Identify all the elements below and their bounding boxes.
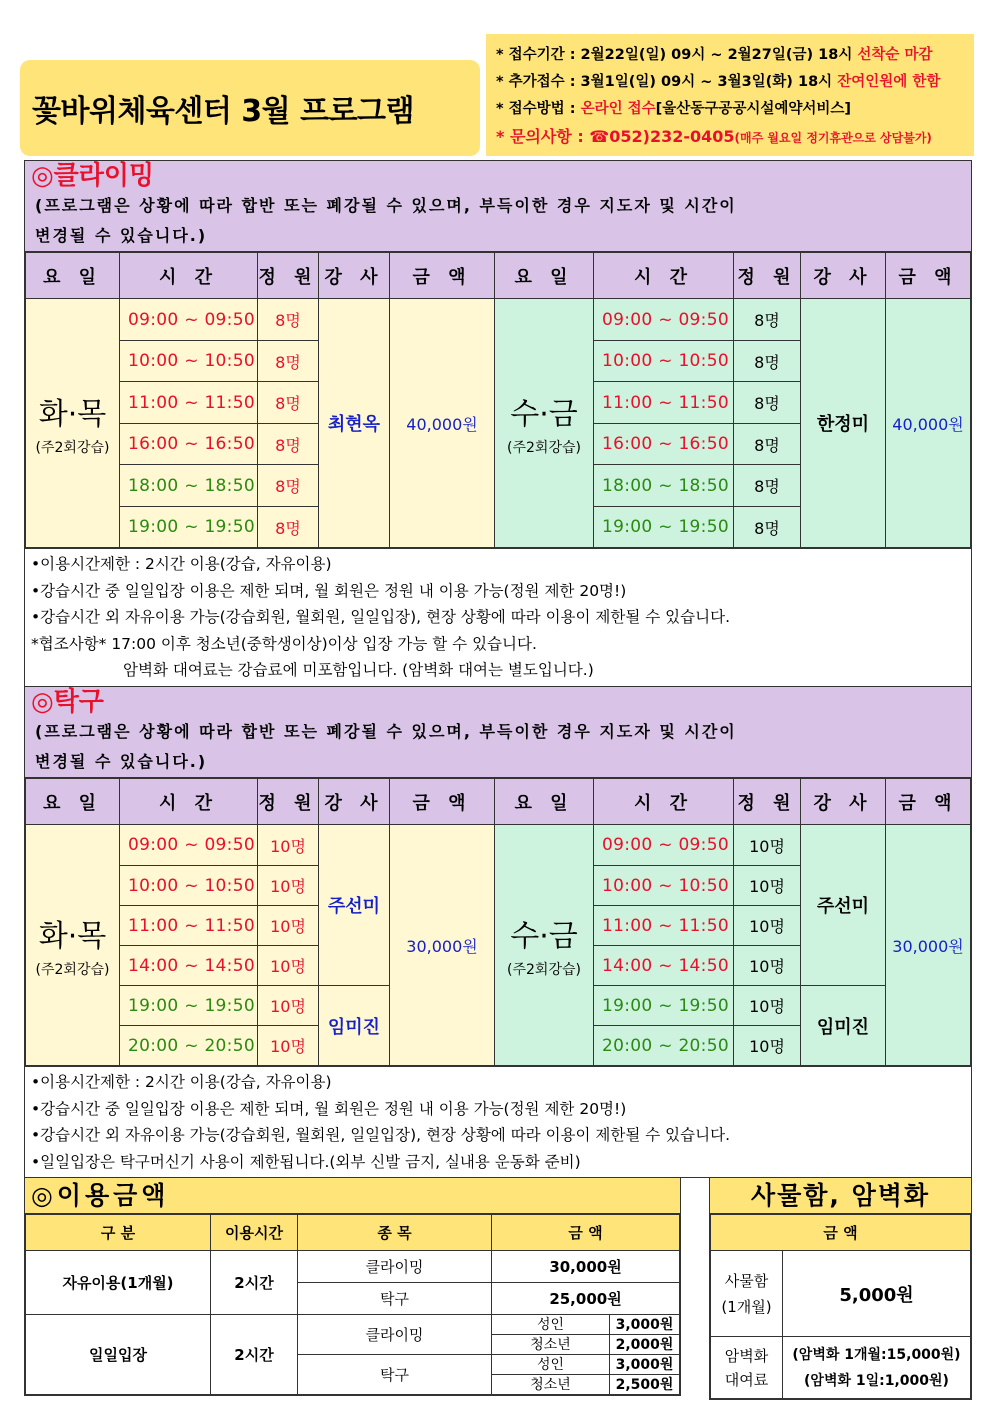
price: 40,000원 — [886, 299, 971, 548]
fee-item: 탁구 — [298, 1283, 492, 1315]
time-slot: 09:00 ~ 09:50 — [594, 299, 734, 341]
time-slot: 16:00 ~ 16:50 — [120, 424, 258, 465]
col-cap: 정 원 — [734, 253, 801, 299]
info-label: * 추가접수 : 3월1일(일) 09시 ~ 3월3일(화) 18시 — [496, 74, 838, 90]
time-slot: 11:00 ~ 11:50 — [594, 382, 734, 424]
time-slot: 09:00 ~ 09:50 — [120, 299, 258, 341]
capacity: 10명 — [258, 986, 319, 1026]
info-label: * 접수기간 : 2월22일(일) 09시 ~ 2월27일(금) 18시 — [496, 47, 858, 63]
info-tail: [울산동구공공시설예약서비스] — [655, 101, 852, 117]
pingpong-table — [25, 778, 971, 1066]
note-line: *협조사항* 17:00 이후 청소년(중학생이상)이상 입장 가능 할 수 있습니다. — [31, 634, 537, 653]
col-day: 요 일 — [495, 779, 594, 825]
capacity: 10명 — [734, 906, 801, 946]
capacity: 8명 — [258, 424, 319, 465]
col-day: 요 일 — [26, 253, 120, 299]
pingpong-section — [24, 686, 972, 1178]
col-cap: 정 원 — [734, 779, 801, 825]
capacity: 8명 — [734, 341, 801, 382]
age-group: 성인 — [492, 1315, 610, 1335]
shoe-label: 암벽화 대여료 — [711, 1337, 783, 1399]
fee-col-category: 구 분 — [26, 1215, 211, 1251]
locker-label: 사물함 (1개월) — [711, 1251, 783, 1337]
climbing-notes — [25, 548, 971, 686]
col-price: 금 액 — [390, 253, 495, 299]
locker-table — [710, 1214, 971, 1399]
fee-col-item: 종 목 — [298, 1215, 492, 1251]
info-line — [496, 69, 964, 96]
info-highlight: 온라인 접수 — [580, 101, 656, 117]
teacher: 한정미 — [801, 299, 886, 548]
time-slot: 18:00 ~ 18:50 — [120, 465, 258, 507]
capacity: 8명 — [258, 465, 319, 507]
fee-item: 탁구 — [298, 1355, 492, 1395]
capacity: 8명 — [734, 299, 801, 341]
capacity: 10명 — [734, 946, 801, 986]
time-slot: 19:00 ~ 19:50 — [594, 986, 734, 1026]
price: 30,000원 — [390, 825, 495, 1066]
pingpong-title: ◎탁구 — [31, 687, 104, 717]
info-label: * 접수방법 : — [496, 101, 581, 117]
fee-price: 2,500원 — [610, 1375, 680, 1395]
note-line: •강습시간 외 자유이용 가능(강습회원, 월회원, 일일입장), 현장 상황에 따라 이용이 제한될 수 있습니다. — [31, 1126, 730, 1144]
col-price: 금 액 — [390, 779, 495, 825]
col-time: 시 간 — [120, 253, 258, 299]
fee-price: 2,000원 — [610, 1335, 680, 1355]
climbing-table — [25, 252, 971, 548]
pingpong-note: (프로그램은 상황에 따라 합반 또는 폐강될 수 있으며, 부득이한 경우 지도자 및 시간이 변경될 수 있습니다.) — [35, 722, 737, 771]
capacity: 8명 — [734, 465, 801, 507]
climbing-section — [24, 160, 972, 687]
col-teacher: 강 사 — [319, 779, 390, 825]
col-day: 요 일 — [495, 253, 594, 299]
col-price: 금 액 — [886, 253, 971, 299]
locker-section — [709, 1177, 972, 1400]
fee-item: 클라이밍 — [298, 1251, 492, 1283]
day-cell: 수·금 (주2회강습) — [495, 825, 594, 1066]
capacity: 8명 — [734, 382, 801, 424]
age-group: 청소년 — [492, 1375, 610, 1395]
capacity: 10명 — [734, 1026, 801, 1066]
climbing-title: ◎클라이밍 — [31, 161, 155, 191]
capacity: 10명 — [258, 866, 319, 906]
day-cell: 화·목 (주2회강습) — [26, 825, 120, 1066]
col-teacher: 강 사 — [801, 253, 886, 299]
time-slot: 11:00 ~ 11:50 — [594, 906, 734, 946]
fee-price: 3,000원 — [610, 1315, 680, 1335]
time-slot: 09:00 ~ 09:50 — [594, 825, 734, 866]
time-slot: 19:00 ~ 19:50 — [594, 507, 734, 548]
fee-category: 일일입장 — [26, 1315, 211, 1395]
capacity: 10명 — [734, 866, 801, 906]
time-slot: 14:00 ~ 14:50 — [120, 946, 258, 986]
teacher: 임미진 — [801, 986, 886, 1066]
fee-table — [25, 1214, 680, 1395]
info-line — [496, 123, 964, 152]
age-group: 청소년 — [492, 1335, 610, 1355]
time-slot: 10:00 ~ 10:50 — [120, 866, 258, 906]
climbing-header — [25, 161, 971, 252]
capacity: 8명 — [734, 424, 801, 465]
price: 30,000원 — [886, 825, 971, 1066]
locker-price: 5,000원 — [783, 1251, 971, 1337]
pingpong-header — [25, 687, 971, 778]
col-time: 시 간 — [120, 779, 258, 825]
price: 40,000원 — [390, 299, 495, 548]
note-line: •강습시간 중 일일입장 이용은 제한 되며, 월 회원은 정원 내 이용 가능(정원 제한 20명!) — [31, 581, 627, 600]
note-line: •일일입장은 탁구머신기 사용이 제한됩니다.(외부 신발 금지, 실내용 운동화 준비) — [31, 1152, 581, 1171]
fee-section — [24, 1177, 681, 1396]
time-slot: 10:00 ~ 10:50 — [120, 341, 258, 382]
capacity: 10명 — [258, 1026, 319, 1066]
teacher: 주선미 — [319, 825, 390, 986]
note-line: •강습시간 중 일일입장 이용은 제한 되며, 월 회원은 정원 내 이용 가능(정원 제한 20명!) — [31, 1099, 627, 1118]
time-slot: 20:00 ~ 20:50 — [594, 1026, 734, 1066]
teacher: 임미진 — [319, 986, 390, 1066]
col-day: 요 일 — [26, 779, 120, 825]
capacity: 10명 — [258, 825, 319, 866]
col-teacher: 강 사 — [319, 253, 390, 299]
registration-info — [486, 34, 974, 156]
time-slot: 09:00 ~ 09:50 — [120, 825, 258, 866]
teacher: 주선미 — [801, 825, 886, 986]
col-cap: 정 원 — [258, 779, 319, 825]
col-cap: 정 원 — [258, 253, 319, 299]
capacity: 8명 — [258, 299, 319, 341]
time-slot: 10:00 ~ 10:50 — [594, 866, 734, 906]
time-slot: 19:00 ~ 19:50 — [120, 507, 258, 548]
capacity: 8명 — [258, 341, 319, 382]
info-highlight: 잔여인원에 한함 — [837, 74, 941, 90]
fee-price: 3,000원 — [610, 1355, 680, 1375]
age-group: 성인 — [492, 1355, 610, 1375]
note-line: 암벽화 대여료는 강습료에 미포함입니다. (암벽화 대여는 별도입니다.) — [123, 661, 594, 679]
fee-col-price: 금 액 — [492, 1215, 680, 1251]
climbing-note: (프로그램은 상황에 따라 합반 또는 폐강될 수 있으며, 부득이한 경우 지도자 및 시간이 변경될 수 있습니다.) — [35, 196, 737, 245]
note-line: •이용시간제한 : 2시간 이용(강습, 자유이용) — [31, 555, 332, 573]
fee-item: 클라이밍 — [298, 1315, 492, 1355]
fee-hours: 2시간 — [211, 1251, 298, 1315]
note-line: •이용시간제한 : 2시간 이용(강습, 자유이용) — [31, 1073, 332, 1091]
info-line — [496, 42, 964, 69]
col-teacher: 강 사 — [801, 779, 886, 825]
fee-price: 25,000원 — [492, 1283, 680, 1315]
capacity: 8명 — [734, 507, 801, 548]
fee-col-hours: 이용시간 — [211, 1215, 298, 1251]
time-slot: 16:00 ~ 16:50 — [594, 424, 734, 465]
time-slot: 20:00 ~ 20:50 — [120, 1026, 258, 1066]
time-slot: 19:00 ~ 19:50 — [120, 986, 258, 1026]
col-time: 시 간 — [594, 779, 734, 825]
day-cell: 수·금 (주2회강습) — [495, 299, 594, 548]
day-cell: 화·목 (주2회강습) — [26, 299, 120, 548]
capacity: 10명 — [734, 986, 801, 1026]
capacity: 8명 — [258, 507, 319, 548]
note-line: •강습시간 외 자유이용 가능(강습회원, 월회원, 일일입장), 현장 상황에 따라 이용이 제한될 수 있습니다. — [31, 608, 730, 626]
fee-price: 30,000원 — [492, 1251, 680, 1283]
time-slot: 11:00 ~ 11:50 — [120, 906, 258, 946]
col-price: 금 액 — [886, 779, 971, 825]
locker-col-price: 금 액 — [711, 1215, 971, 1251]
fee-hours: 2시간 — [211, 1315, 298, 1395]
page-title: 꽃바위체육센터 3월 프로그램 — [20, 60, 480, 156]
capacity: 10명 — [734, 825, 801, 866]
col-time: 시 간 — [594, 253, 734, 299]
locker-title: 사물함, 암벽화 — [710, 1178, 971, 1214]
time-slot: 18:00 ~ 18:50 — [594, 465, 734, 507]
teacher: 최현옥 — [319, 299, 390, 548]
info-tail: (매주 월요일 정기휴관으로 상담불가) — [734, 131, 932, 145]
capacity: 10명 — [258, 906, 319, 946]
time-slot: 14:00 ~ 14:50 — [594, 946, 734, 986]
fee-category: 자유이용(1개월) — [26, 1251, 211, 1315]
info-line — [496, 96, 964, 123]
capacity: 10명 — [258, 946, 319, 986]
shoe-price: (암벽화 1개월:15,000원) (암벽화 1일:1,000원) — [783, 1337, 971, 1399]
info-highlight: 선착순 마감 — [857, 47, 933, 63]
time-slot: 10:00 ~ 10:50 — [594, 341, 734, 382]
time-slot: 11:00 ~ 11:50 — [120, 382, 258, 424]
info-highlight: * 문의사항 : ☎052)232-0405 — [496, 127, 735, 146]
capacity: 8명 — [258, 382, 319, 424]
fee-title: ◎이용금액 — [25, 1178, 680, 1214]
pingpong-notes — [25, 1066, 971, 1177]
